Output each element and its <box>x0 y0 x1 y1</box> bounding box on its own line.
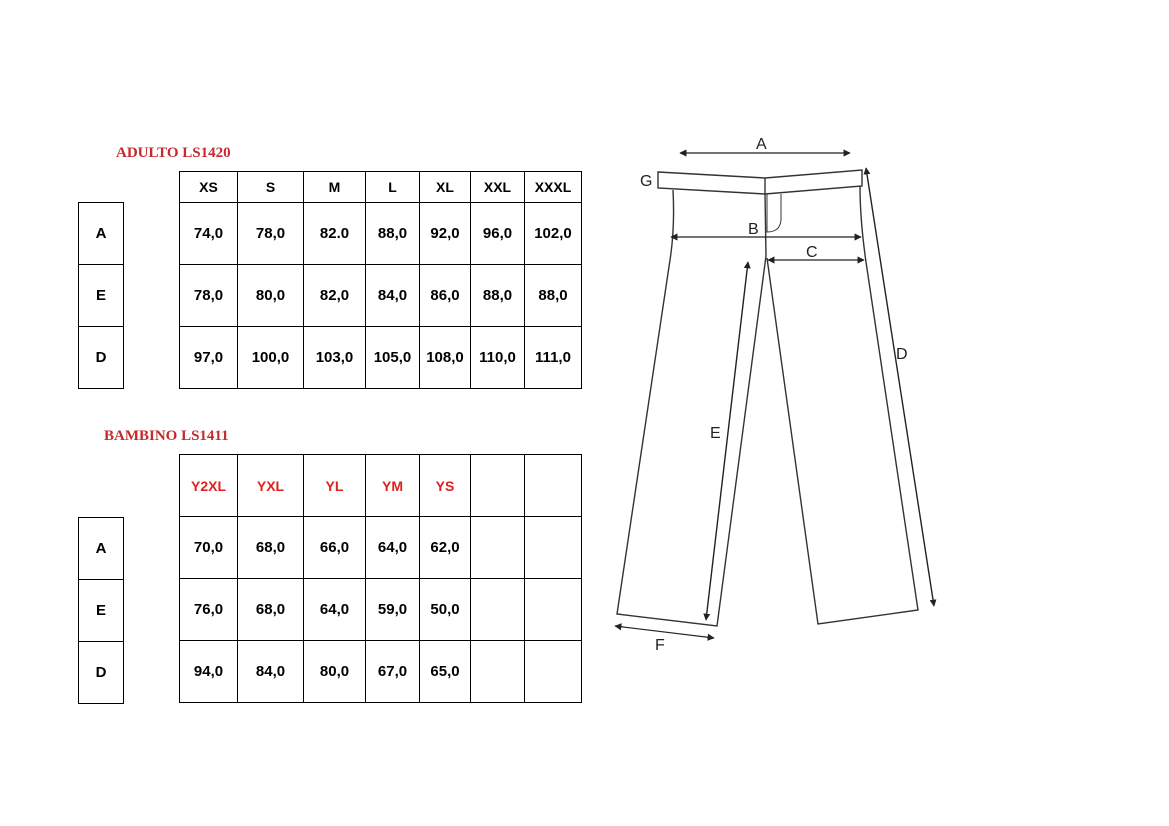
pants-measurement-diagram <box>600 120 950 660</box>
table-row <box>180 265 582 327</box>
row-label: A <box>79 203 124 265</box>
table-cell: 66,0 <box>304 517 366 579</box>
table-row <box>180 517 582 579</box>
size-header-row <box>180 455 582 517</box>
row-label: D <box>79 327 124 389</box>
size-header <box>525 455 582 517</box>
table-cell: 80,0 <box>304 641 366 703</box>
size-header: S <box>238 172 304 203</box>
row-label: A <box>79 518 124 580</box>
child-row-labels <box>78 517 124 704</box>
table-cell: 82.0 <box>304 203 366 265</box>
table-cell: 94,0 <box>180 641 238 703</box>
table-cell: 96,0 <box>471 203 525 265</box>
table-cell: 78,0 <box>238 203 304 265</box>
table-cell: 67,0 <box>366 641 420 703</box>
table-cell: 110,0 <box>471 327 525 389</box>
table-cell <box>525 641 582 703</box>
pants-outline <box>617 170 918 626</box>
size-header-row <box>180 172 582 203</box>
table-cell: 64,0 <box>366 517 420 579</box>
size-header: XXXL <box>525 172 582 203</box>
dimension-label-a: A <box>756 136 767 153</box>
row-label: E <box>79 580 124 642</box>
table-cell <box>525 517 582 579</box>
dimension-label-g: G <box>640 173 653 190</box>
adult-size-table <box>179 171 582 389</box>
table-cell: 84,0 <box>366 265 420 327</box>
child-table-title: BAMBINO LS1411 <box>104 428 229 444</box>
table-cell: 80,0 <box>238 265 304 327</box>
size-header: YL <box>304 455 366 517</box>
dimension-label-e: E <box>710 425 721 442</box>
table-cell: 59,0 <box>366 579 420 641</box>
child-size-table <box>179 454 582 703</box>
size-header: M <box>304 172 366 203</box>
row-label: D <box>79 642 124 704</box>
size-header: YM <box>366 455 420 517</box>
dimension-label-d: D <box>896 346 908 363</box>
table-row <box>180 641 582 703</box>
dimension-label-b: B <box>748 221 759 238</box>
size-header: XXL <box>471 172 525 203</box>
table-cell: 108,0 <box>420 327 471 389</box>
dimension-label-f: F <box>655 637 665 654</box>
table-cell <box>471 579 525 641</box>
size-header: Y2XL <box>180 455 238 517</box>
dimension-label-c: C <box>806 244 818 261</box>
table-cell: 111,0 <box>525 327 582 389</box>
table-cell: 65,0 <box>420 641 471 703</box>
table-row <box>180 579 582 641</box>
table-cell: 88,0 <box>366 203 420 265</box>
table-cell: 86,0 <box>420 265 471 327</box>
table-cell: 64,0 <box>304 579 366 641</box>
table-cell: 82,0 <box>304 265 366 327</box>
table-cell: 50,0 <box>420 579 471 641</box>
table-cell: 103,0 <box>304 327 366 389</box>
table-cell <box>471 517 525 579</box>
table-cell: 74,0 <box>180 203 238 265</box>
table-cell: 102,0 <box>525 203 582 265</box>
table-row <box>180 327 582 389</box>
size-header: XS <box>180 172 238 203</box>
table-cell: 105,0 <box>366 327 420 389</box>
dimension-d-line <box>866 168 934 606</box>
adult-table-title: ADULTO LS1420 <box>116 145 231 161</box>
table-cell: 62,0 <box>420 517 471 579</box>
table-cell: 97,0 <box>180 327 238 389</box>
table-cell: 84,0 <box>238 641 304 703</box>
table-cell: 70,0 <box>180 517 238 579</box>
table-cell <box>525 579 582 641</box>
row-label: E <box>79 265 124 327</box>
table-cell: 92,0 <box>420 203 471 265</box>
table-cell: 100,0 <box>238 327 304 389</box>
size-header: YS <box>420 455 471 517</box>
table-cell: 76,0 <box>180 579 238 641</box>
size-header <box>471 455 525 517</box>
table-cell <box>471 641 525 703</box>
table-cell: 88,0 <box>471 265 525 327</box>
table-cell: 78,0 <box>180 265 238 327</box>
adult-row-labels <box>78 202 124 389</box>
size-header: XL <box>420 172 471 203</box>
table-cell: 68,0 <box>238 517 304 579</box>
table-cell: 68,0 <box>238 579 304 641</box>
table-cell: 88,0 <box>525 265 582 327</box>
size-header: L <box>366 172 420 203</box>
size-header: YXL <box>238 455 304 517</box>
table-row <box>180 203 582 265</box>
